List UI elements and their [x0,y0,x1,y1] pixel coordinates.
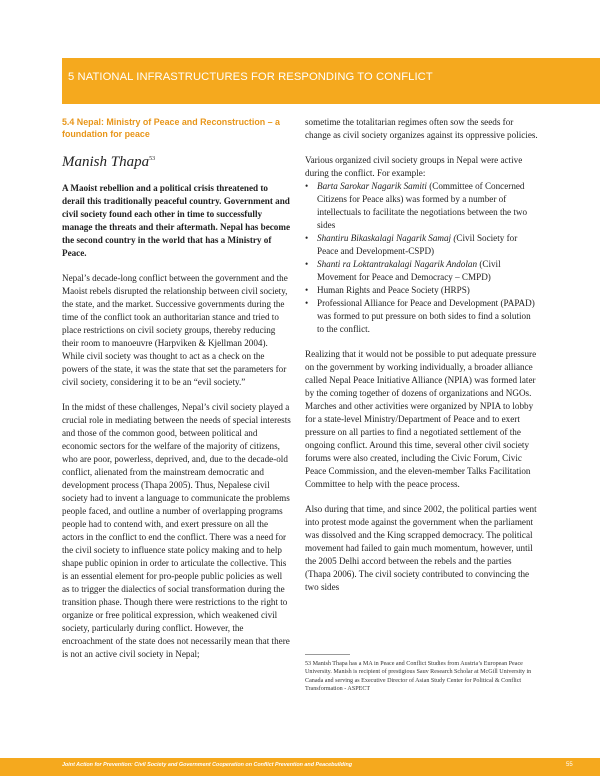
chapter-banner [62,58,600,104]
list-item: • Shanti ra Loktantrakalagi Nagarik Andolan (Civil Movement for Peace and Democracy – CMPD) [305,258,538,284]
body-paragraph-4: Also during that time, and since 2002, the political parties went into protest mode against the government when the parliament was dissolved and the King scrapped democracy. The political movement had failed to gain much momentum, however, until the 2005 Delhi accord between the rebels and the parties (Thapa 2006). The civil society contributed to convincing the two sides [305,504,537,592]
body-paragraph-continued: sometime the totalitarian regimes often sow the seeds for change as civil society organizes against its oppressive policies. [305,117,538,140]
organizations-list [305,180,538,336]
list-item: • Human Rights and Peace Society (HRPS) [305,284,538,297]
list-item: • Professional Alliance for Peace and Development (PAPAD) was formed to put pressure on both sides to find a solution to the conflict. [305,297,538,336]
list-item: • Shantiru Bikaskalagi Nagarik Samaj (Civil Society for Peace and Development-CSPD) [305,232,538,258]
footnote: 53 Manish Thapa has a MA in Peace and Conflict Studies from Austria’s European Peace University. Manish is recipient of prestigious Sauv Research Scholar at McGill University in Canada and serving as Executive Director of Asian Study Center for Political & Conflict Transformation - ASPECT [305,661,532,692]
section-title: 5.4 Nepal: Ministry of Peace and Reconstruction – a foundation for peace [62,117,280,139]
body-paragraph-3: Realizing that it would not be possible to put adequate pressure on the government by working individually, a broader alliance called Nepal Peace Initiative Alliance (NPIA) was formed later by the coming together of dozens of organizations and NGOs. Marches and other activities were organized by NPIA to lobby for a state-level Ministry/Department of Peace and to exert pressure on all parties to find a negotiated settlement of the ongoing conflict. Around this time, several other civil society forums were also created, including the Civic Forum, Civic Peace Commission, and the eleven-member Talks Facilitation Committee to help with the peace process. [305,349,537,489]
author-name: Manish Thapa [62,154,150,170]
chapter-title: 5 NATIONAL INFRASTRUCTURES FOR RESPONDING TO CONFLICT [68,71,433,83]
left-column [62,116,292,673]
footer-title: Joint Action for Prevention: Civil Society and Government Cooperation on Conflict Prevention and Peacebuilding [62,762,353,768]
page-footer [0,758,600,776]
footnote-divider [305,654,350,655]
list-item: • Barta Sarokar Nagarik Samiti (Committee of Concerned Citizens for Peace alks) was formed by a number of intellectuals to facilitate the negotiations between the two sides [305,180,538,232]
author-footnote-ref: 53 [149,156,156,162]
page-number: 55 [566,762,573,768]
body-paragraph-1: Nepal’s decade-long conflict between the government and the Maoist rebels disrupted the relationship between civil society, the state, and the market. Successive governments during the time of the conflict took an authoritarian stance and tried to place restrictions on civil society groups, thereby reducing their room to manoeuvre (Harpviken & Kjellman 2004). While civil society was thought to act as a check on the powers of the state, it was the state that set the parameters for civil society, considering it to be an “evil society.” [62,273,288,387]
lead-paragraph: A Maoist rebellion and a political crisis threatened to derail this traditionally peaceful country. Government and civil society found each other in time to successfully manage the threats and their aftermath. Nepal has become the second country in the world that has a Ministry of Peace. [62,183,291,258]
author-line [62,150,292,171]
list-intro: Various organized civil society groups in Nepal were active during the conflict. For example: [305,155,523,178]
body-paragraph-2: In the midst of these challenges, Nepal’s civil society played a crucial role in mediating between the needs of special interests and those of the common good, between political and economic sectors for the welfare of the majority of citizens, who are poor, powerless, deprived, and, due to the decade-old conflict, alienated from the mainstream democratic and development process (Thapa 2005). Thus, Nepalese civil society had to invent a language to communicate the problems people faced, and outline a number of overlapping programs people had to contend with, and exert pressure on all the actors in the conflict to end the conflict. There was a need for the civil society to influence state policy making and to help shape public opinion in order to articulate the collective. This is an essential element for pro-people public policies as well as to trigger the dialectics of social transformation during the transition phase. Though there were restrictions to the right to organize or free political expression, which weakened civil society, particularly during conflict. However, the encroachment of the state does not necessarily mean that there is not an active civil society in Nepal; [62,402,291,659]
right-column [305,116,538,606]
